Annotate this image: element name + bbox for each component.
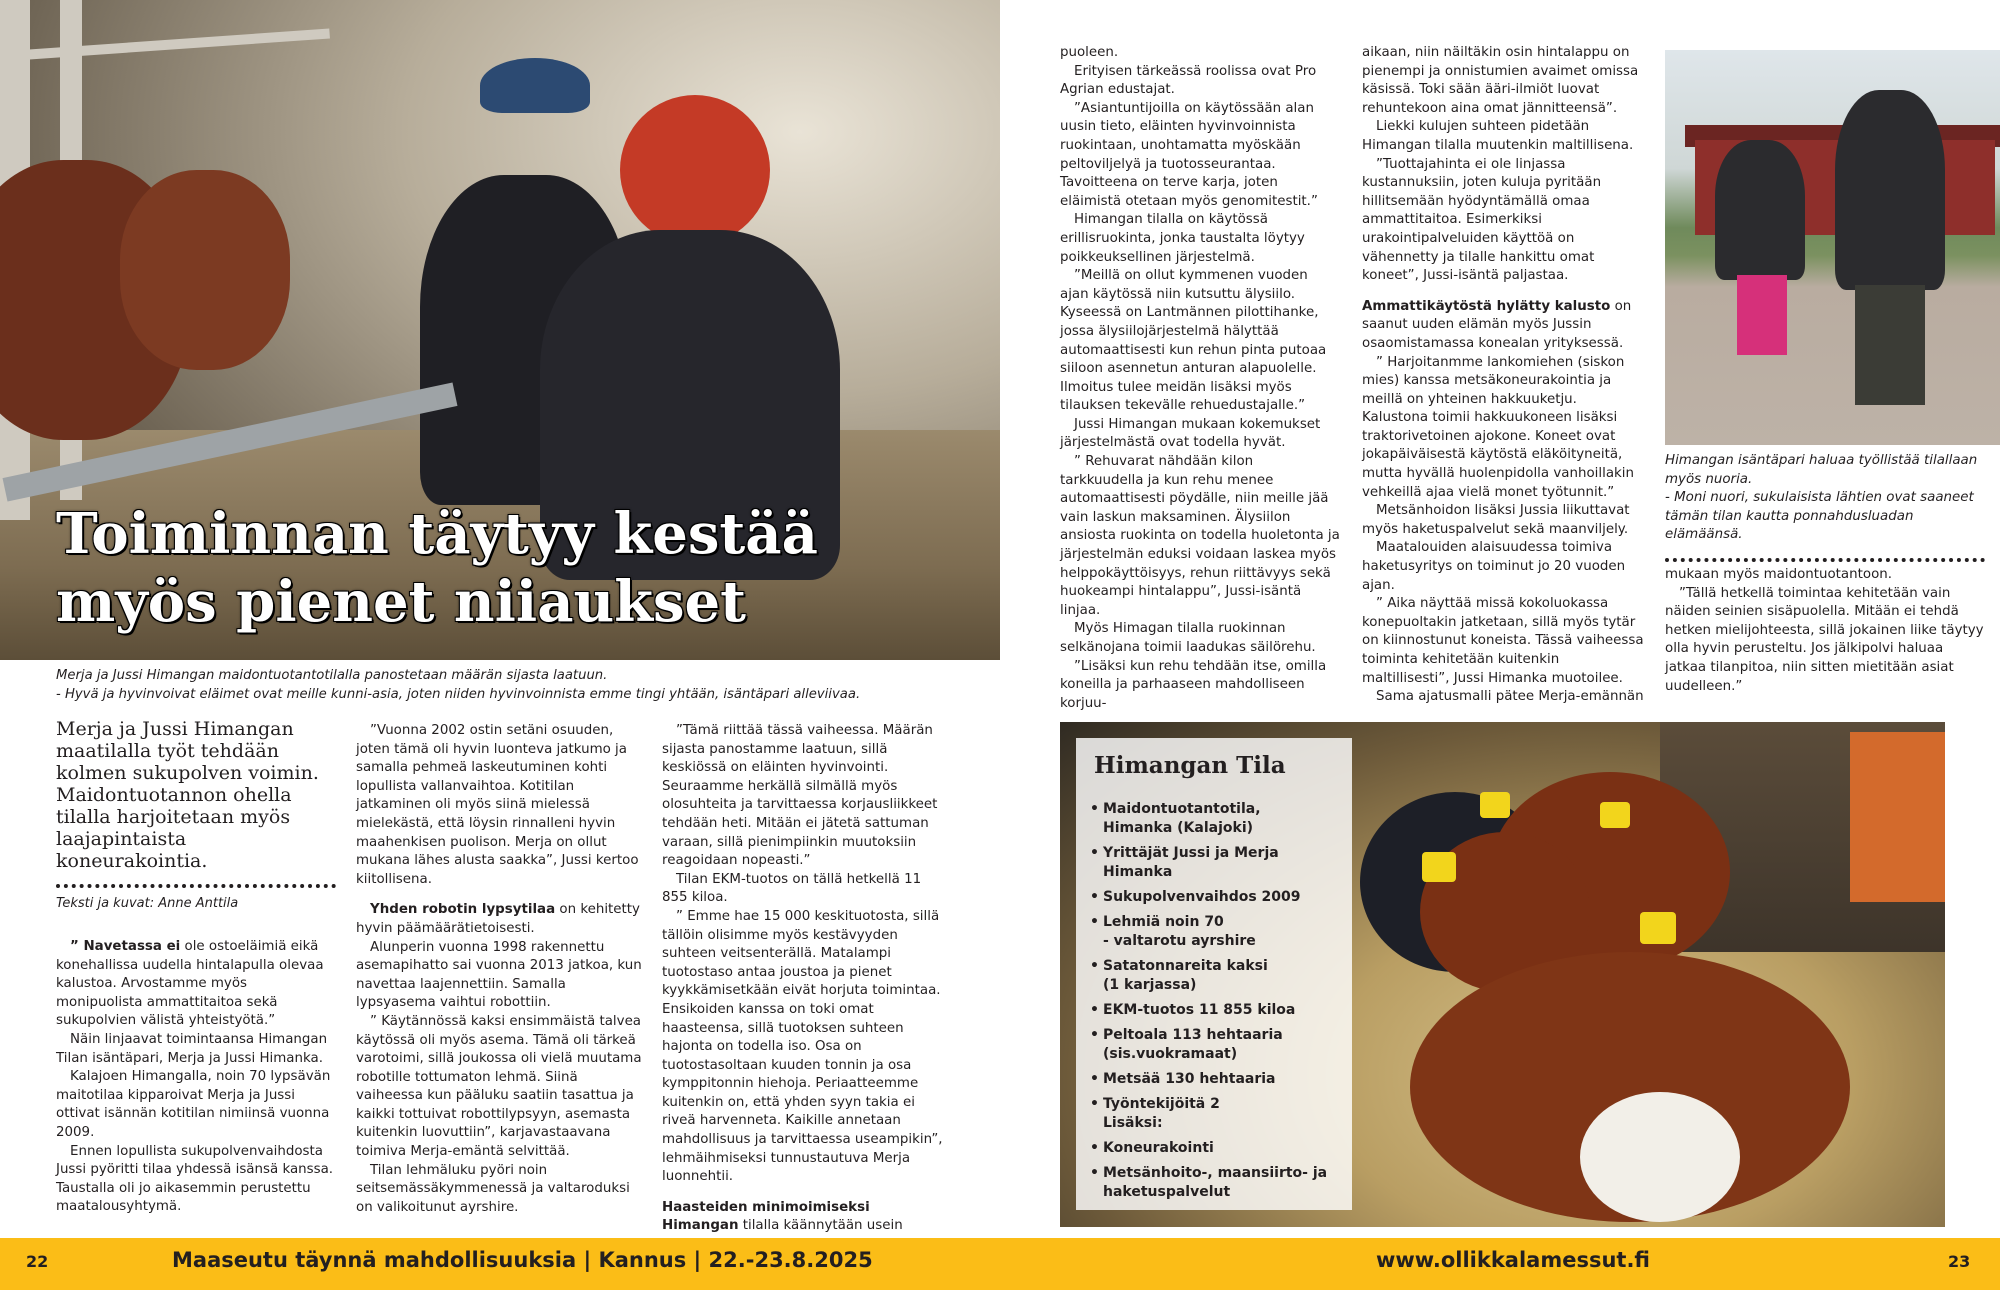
ear-tag	[1600, 802, 1630, 828]
paragraph-text: on kehitetty hyvin päämäärätietoisesti.	[356, 902, 640, 936]
fact-item: • Metsänhoito-, maansiirto- ja haketuspalvelut	[1090, 1164, 1346, 1202]
paragraph	[1362, 539, 1644, 595]
paragraph-text: Metsänhoidon lisäksi Jussia liikuttavat myös haketuspalvelut sekä maanviljely.	[1362, 503, 1630, 537]
paragraph-text: Erityisen tärkeässä roolissa ovat Pro Agrian edustajat.	[1060, 63, 1317, 98]
paragraph-text: Liekki kulujen suhteen pidetään Himangan tilalla muutenkin maltillisena.	[1362, 119, 1634, 153]
paragraph	[1060, 267, 1340, 416]
paragraph	[1362, 502, 1644, 539]
caption-line: Merja ja Jussi Himangan maidontuotantotilalla panostetaan määrän sijasta laatuun.	[56, 668, 608, 683]
fact-item: • Työntekijöitä 2 Lisäksi:	[1090, 1095, 1346, 1133]
paragraph	[1362, 118, 1644, 155]
paragraph-text: ”Tällä hetkellä toimintaa kehitetään vain näiden seinien sisäpuolella. Mitään ei tehdä hetken mielijohteesta, sillä jokainen liike täytyy olla hyvin perusteltu. Jos jälkipolvi haluaa jatkaa tilanpitoa, niin sitten mietitään asiat uudelleen.”	[1665, 585, 1984, 694]
paragraph-lead: ” Navetassa ei	[70, 939, 181, 954]
paragraph-text: Tilan lehmäluku pyöri noin seitsemässäkymmenessä ja valtaroduksi on valikoitunut ayrshire.	[356, 1162, 630, 1215]
paragraph	[662, 722, 944, 871]
fact-item: • Lehmiä noin 70 - valtarotu ayrshire	[1090, 913, 1346, 951]
headline: Toiminnan täytyy kestää myös pienet niiaukset	[56, 501, 818, 635]
orange-panel	[1850, 732, 1945, 902]
text-column-6	[1665, 566, 1987, 696]
person-hair	[620, 95, 770, 245]
fact-item: • Metsää 130 hehtaaria	[1090, 1070, 1346, 1089]
paragraph-text: ”Tuottajahinta ei ole linjassa kustannuksiin, joten kuluja pyritään hillitsemään hyödyntämällä omaa ammattitaitoa. Esimerkiksi urakointipalveluiden käyttöä on vähennetty ja tilalle hankittu omat koneet”, Jussi-isäntä paljastaa.	[1362, 156, 1602, 284]
work-pants	[1855, 285, 1925, 405]
paragraph	[356, 901, 646, 938]
person-woman	[1715, 140, 1805, 280]
feed-rail-bar	[0, 29, 330, 62]
paragraph-text: Tilan EKM-tuotos on tällä hetkellä 11 855 kiloa.	[662, 871, 922, 906]
couple-photo	[1665, 50, 2000, 445]
paragraph-text: mukaan myös maidontuotantoon.	[1665, 567, 1892, 582]
paragraph-text: ole ostoeläimiä eikä konehallissa uudella hintalapulla olevaa kalustoa. Arvostamme myös monipuolista ammattitaitoa sekä sukupolvien välistä yhteistyötä.”	[56, 939, 324, 1029]
paragraph-lead: Haasteiden minimoimiseksi Himangan	[662, 1199, 870, 1234]
fact-box-title: Himangan Tila	[1094, 752, 1286, 779]
paragraph-text: tilalla käännytään usein	[742, 1218, 903, 1234]
cow	[120, 170, 290, 370]
paragraph	[56, 1143, 336, 1217]
paragraph	[662, 908, 944, 1187]
paragraph-text: ”Asiantuntijoilla on käytössään alan uusin tieto, eläinten hyvinvoinnista ruokintaan, unohtamatta myöskään peltoviljelyä ja tuotosseurantaa. Tavoitteena on terve karja, joten eläimistä otetaan myös genomitestit.”	[1060, 100, 1318, 209]
paragraph	[1665, 585, 1987, 697]
paragraph-text: Myös Himagan tilalla ruokinnan selkänojana toimii laadukas säilörehu.	[1060, 621, 1316, 655]
fact-item: • Maidontuotantotila, Himanka (Kalajoki)	[1090, 800, 1346, 838]
fact-item: • Satatonnareita kaksi (1 karjassa)	[1090, 957, 1346, 995]
byline: Teksti ja kuvat: Anne Anttila	[56, 896, 239, 911]
fact-item: • Yrittäjät Jussi ja Merja Himanka	[1090, 844, 1346, 882]
fact-box	[1076, 738, 1352, 1210]
fact-item: • EKM-tuotos 11 855 kiloa	[1090, 1001, 1346, 1020]
website-link[interactable]: www.ollikkalamessut.fi	[1376, 1248, 1650, 1272]
fact-item: • Koneurakointi	[1090, 1139, 1346, 1158]
paragraph	[1665, 566, 1987, 585]
paragraph	[1060, 63, 1340, 100]
caption-line: - Moni nuori, sukulaisista lähtien ovat saaneet tämän tilan kautta ponnahdusluadan elämäänsä.	[1665, 490, 1974, 543]
fact-list	[1090, 800, 1346, 1208]
paragraph	[356, 1162, 646, 1218]
paragraph-text: ” Käytännössä kaksi ensimmäistä talvea käytössä oli myös asema. Tämä oli tärkeä varotoimi, sillä joukossa oli vielä muutama robotille tottumaton lehmä. Siinä vaiheessa kun pääluku saatiin tasattua ja kaikki tottuivat robottilypsyyn, asemasta kuitenkin luovuttiin”, karjavastaavana toimiva Merja-emäntä selvittää.	[356, 1013, 642, 1160]
lead-paragraph: Merja ja Jussi Himangan maatilalla työt tehdään kolmen sukupolven voimin. Maidontuotannon ohella tilalla harjoitetaan myös laajapintaista koneurakointia.	[56, 718, 319, 872]
paragraph	[1060, 100, 1340, 212]
ear-tag	[1640, 912, 1676, 944]
paragraph	[56, 1068, 336, 1142]
cap	[480, 58, 590, 113]
footer-bar	[0, 1238, 2000, 1290]
paragraph	[1362, 44, 1644, 118]
paragraph	[1060, 453, 1340, 620]
fact-item: • Peltoala 113 hehtaaria (sis.vuokramaat)	[1090, 1026, 1346, 1064]
person-man	[1835, 90, 1945, 290]
ear-tag	[1422, 852, 1456, 882]
text-column-1	[56, 938, 336, 1217]
text-column-4	[1060, 44, 1340, 713]
paragraph-text: Jussi Himangan mukaan kokemukset järjestelmästä ovat todella hyvät.	[1060, 416, 1321, 451]
paragraph-text: aikaan, niin näiltäkin osin hintalappu on pienempi ja onnistumien avaimet omissa käsissä. Toki sään ääri-ilmiöt luovat rehuntekoon aina omat jännitteensä”.	[1362, 45, 1639, 116]
page-number-left: 22	[26, 1252, 49, 1271]
text-column-2	[356, 722, 646, 1217]
paragraph-text: ” Rehuvarat nähdään kilon tarkkuudella ja kun rehu menee automaattisesti pöydälle, niin meille jää vain laskun maksaminen. Älysiilon ansiosta ruokinta on todella huoletonta ja järjestelmän eduksi voidaan laskea myös helppokäyttöisyys, rehun riittävyys sekä huokeampi hintalappu”, Jussi-isäntä linjaa.	[1060, 454, 1340, 618]
paragraph	[1362, 298, 1644, 354]
dotted-divider	[1665, 558, 1985, 562]
paragraph-text: ”Vuonna 2002 ostin setäni osuuden, joten tämä oli hyvin luonteva jatkumo ja samalla pehmeä laskeutuminen kohti lopullista vallanvaihtoa. Kotitilan jatkaminen oli myös siinä mielessä mielekästä, että löysin rinnalleni hyvin maahenkisen puolison. Merja on ollut mukana lähes alusta saakka”, Jussi kertoo kiitollisena.	[356, 723, 639, 887]
couple-photo-caption	[1665, 452, 1985, 545]
text-column-3	[662, 722, 944, 1255]
paragraph	[1060, 658, 1340, 714]
pink-pants	[1737, 275, 1787, 355]
paragraph-text: puoleen.	[1060, 45, 1119, 60]
paragraph-text: Alunperin vuonna 1998 rakennettu asemapihatto sai vuonna 2013 jatkoa, kun navettaa laajennettiin. Samalla lypsyasema vaihtui robottiin.	[356, 939, 642, 1011]
paragraph-text: Ennen lopullista sukupolvenvaihdosta Jussi pyöritti tilaa yhdessä isänsä kanssa. Taustalla oli jo aikasemmin perustettu maatalousyhtymä.	[56, 1143, 334, 1215]
fact-item: • Sukupolvenvaihdos 2009	[1090, 888, 1346, 907]
paragraph-text: Kalajoen Himangalla, noin 70 lypsävän maitotilaa kipparoivat Merja ja Jussi ottivat isännän kotitilan nimiinsä vuonna 2009.	[56, 1069, 331, 1140]
paragraph	[356, 1013, 646, 1162]
paragraph	[662, 871, 944, 908]
paragraph	[56, 1031, 336, 1068]
paragraph	[356, 722, 646, 889]
paragraph-text: Himangan tilalla on käytössä erillisruokinta, jonka taustalta löytyy poikkeuksellinen järjestelmä.	[1060, 212, 1305, 265]
ear-tag	[1480, 792, 1510, 818]
caption-line: - Hyvä ja hyvinvoivat eläimet ovat meille kunni-asia, joten niiden hyvinvoinnista emme tingi yhtään, isäntäpari alleviivaa.	[56, 687, 861, 702]
paragraph-text: ”Tämä riittää tässä vaiheessa. Määrän sijasta panostamme laatuun, sillä keskiössä on eläinten hyvinvointi. Seuraamme herkällä silmällä myös olosuhteita ja tarvittaessa korjausliikkeet tehdään heti. Mitään ei jätetä sattuman varaan, sillä pienimpiinkin muutoksiin reagoidaan nopeasti.”	[662, 723, 938, 869]
paragraph	[1060, 416, 1340, 453]
paragraph-text: ” Aika näyttää missä kokoluokassa konepuoltakin jatketaan, sillä myös tytär on kiinnostunut koneista. Tässä vaiheessa toiminta kehitetään kuitenkin maltillisesti”, Jussi Himanka muotoilee.	[1362, 596, 1644, 686]
dotted-divider	[56, 884, 336, 888]
paragraph-lead: Yhden robotin lypsytilaa	[370, 902, 556, 918]
paragraph	[356, 939, 646, 1013]
paragraph	[1060, 44, 1340, 63]
page-number-right: 23	[1948, 1252, 1971, 1271]
main-photo	[0, 0, 1000, 660]
caption-line: Himangan isäntäpari haluaa työllistää tilallaan myös nuoria.	[1665, 453, 1978, 487]
paragraph-text: ” Harjoitanmme lankomiehen (siskon mies) kanssa metsäkoneurakointia ja meillä on yhteinen hakkuuketju. Kalustona toimii hakkuukoneen lisäksi traktorivetoinen ajokone. Koneet ovat jokapäiväisestä käytöstä eläköityneitä, mutta hyvällä huolenpidolla vanhoillakin vehkeillä ajaa vielä monet työtunnit.”	[1362, 354, 1634, 500]
paragraph-text: Näin linjaavat toimintaansa Himangan Tilan isäntäpari, Merja ja Jussi Himanka.	[56, 1031, 328, 1066]
paragraph-text: Maatalouiden alaisuudessa toimiva haketusyritys on toiminut jo 20 vuoden ajan.	[1362, 540, 1626, 593]
event-info: Maaseutu täynnä mahdollisuuksia | Kannus | 22.-23.8.2025	[172, 1248, 873, 1272]
paragraph	[56, 938, 336, 1031]
paragraph	[1362, 688, 1644, 707]
paragraph	[1362, 354, 1644, 503]
white-patch	[1580, 1092, 1740, 1222]
paragraph	[1060, 211, 1340, 267]
paragraph	[1060, 620, 1340, 657]
paragraph	[1362, 595, 1644, 688]
paragraph-text: ”Meillä on ollut kymmenen vuoden ajan käytössä niin kutsuttu älysiilo. Kyseessä on Lantmännen pilottihanke, jossa älysiilojärjestelmä hälyttää automaattisesti kun rehun pinta putoaa siiloon asennetun anturan alapuolelle. Ilmoitus tulee meidän lisäksi myös tilauksen tekevälle rehuedustajalle.”	[1060, 268, 1327, 414]
paragraph	[1362, 156, 1644, 286]
main-photo-caption	[56, 666, 976, 704]
paragraph-text: Sama ajatusmalli pätee Merja-emännän	[1376, 689, 1644, 705]
paragraph-text: on saanut uuden elämän myös Jussin osaomistamassa konealan yrityksessä.	[1362, 298, 1632, 351]
text-column-5	[1362, 44, 1644, 707]
paragraph-text: ” Emme hae 15 000 keskituotosta, sillä tällöin olisimme myös kestävyyden suhteen veitsenterällä. Matalampi tuotostaso antaa joustoa ja pienet kyykkämisetkään eivät horjuta toimintaa. Ensikoiden kanssa on toki omat haasteensa, sillä tuotoksen suhteen hajonta on todella iso. Osa on tuotostasoltaan kuuden tonnin ja osa kymppitonnin hiehoja. Periaatteemme kuitenkin on, että yhden syyn takia ei riveä harvenneta. Kaikille annetaan mahdollisuus ja tarvittaessa useampikin”, lehmäihmiseksi tunnustautuva Merja luonnehtii.	[662, 908, 943, 1185]
paragraph-text: ”Lisäksi kun rehu tehdään itse, omilla koneilla ja parhaaseen mahdolliseen korjuu-	[1060, 658, 1327, 711]
paragraph-lead: Ammattikäytöstä hylätty kalusto	[1362, 298, 1611, 314]
